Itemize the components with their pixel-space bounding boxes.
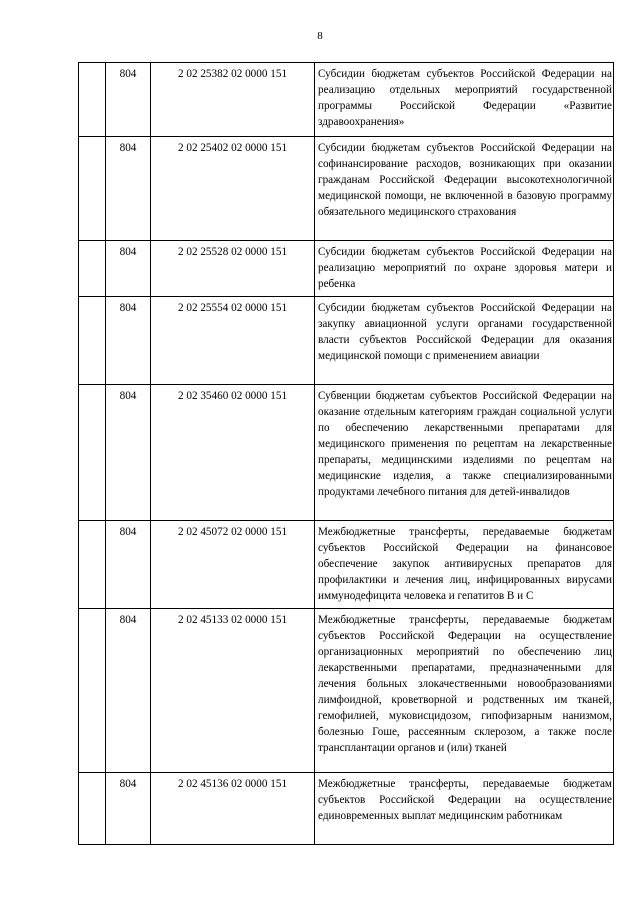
admin-code-cell: 804 — [106, 137, 151, 241]
empty-cell — [79, 385, 106, 521]
revenue-name-cell: Межбюджетные трансферты, передаваемые бюджетам субъектов Российской Федерации на финансовое обеспечение закупок антивирусных препаратов для профилактики и лечения лиц, инфицированных вирусами иммунодефицита человека и гепатитов B и C — [315, 521, 614, 609]
budget-code-cell: 2 02 25382 02 0000 151 — [151, 63, 315, 137]
empty-cell — [79, 297, 106, 385]
table-row — [79, 297, 614, 385]
budget-code-cell: 2 02 45072 02 0000 151 — [151, 521, 315, 609]
admin-code-cell: 804 — [106, 63, 151, 137]
empty-cell — [79, 773, 106, 845]
budget-code-cell: 2 02 35460 02 0000 151 — [151, 385, 315, 521]
table-row — [79, 773, 614, 845]
revenue-name-cell: Межбюджетные трансферты, передаваемые бюджетам субъектов Российской Федерации на осуществление единовременных выплат медицинским работникам — [315, 773, 614, 845]
table-row — [79, 385, 614, 521]
empty-cell — [79, 137, 106, 241]
table-row — [79, 63, 614, 137]
revenue-name-cell: Субсидии бюджетам субъектов Российской Федерации на реализацию отдельных мероприятий государственной программы Российской Федерации «Развитие здравоохранения» — [315, 63, 614, 137]
revenue-name-cell: Субсидии бюджетам субъектов Российской Федерации на софинансирование расходов, возникающих при оказании гражданам Российской Федерации высокотехнологичной медицинской помощи, не включенной в базовую программу обязательного медицинского страхования — [315, 137, 614, 241]
admin-code-cell: 804 — [106, 297, 151, 385]
budget-code-cell: 2 02 25528 02 0000 151 — [151, 241, 315, 297]
admin-code-cell: 804 — [106, 773, 151, 845]
table-row — [79, 241, 614, 297]
revenue-name-cell: Субсидии бюджетам субъектов Российской Федерации на реализацию мероприятий по охране здоровья матери и ребенка — [315, 241, 614, 297]
budget-code-cell: 2 02 45133 02 0000 151 — [151, 609, 315, 773]
revenue-name-cell: Субвенции бюджетам субъектов Российской Федерации на оказание отдельным категориям граждан социальной услуги по обеспечению лекарственными препаратами для медицинского применения по рецептам на лекарственные препараты, медицинскими изделиями по рецептам на медицинские изделия, а также специализированными продуктами лечебного питания для детей-инвалидов — [315, 385, 614, 521]
budget-code-cell: 2 02 25402 02 0000 151 — [151, 137, 315, 241]
table-row — [79, 137, 614, 241]
admin-code-cell: 804 — [106, 385, 151, 521]
table-row — [79, 609, 614, 773]
budget-code-cell: 2 02 25554 02 0000 151 — [151, 297, 315, 385]
table-row — [79, 521, 614, 609]
admin-code-cell: 804 — [106, 609, 151, 773]
budget-code-cell: 2 02 45136 02 0000 151 — [151, 773, 315, 845]
page-number: 8 — [317, 30, 323, 42]
empty-cell — [79, 63, 106, 137]
admin-code-cell: 804 — [106, 241, 151, 297]
empty-cell — [79, 241, 106, 297]
revenue-name-cell: Межбюджетные трансферты, передаваемые бюджетам субъектов Российской Федерации на осуществление организационных мероприятий по обеспечению лиц лекарственными препаратами, предназначенными для лечения больных злокачественными новообразованиями лимфоидной, кроветворной и родственных им тканей, гемофилией, муковисцидозом, гипофизарным нанизмом, болезнью Гоше, рассеянным склерозом, а также после трансплантации органов и (или) тканей — [315, 609, 614, 773]
budget-classification-table — [78, 62, 614, 845]
empty-cell — [79, 521, 106, 609]
admin-code-cell: 804 — [106, 521, 151, 609]
revenue-name-cell: Субсидии бюджетам субъектов Российской Федерации на закупку авиационной услуги органами государственной власти субъектов Российской Федерации для оказания медицинской помощи с применением авиации — [315, 297, 614, 385]
empty-cell — [79, 609, 106, 773]
